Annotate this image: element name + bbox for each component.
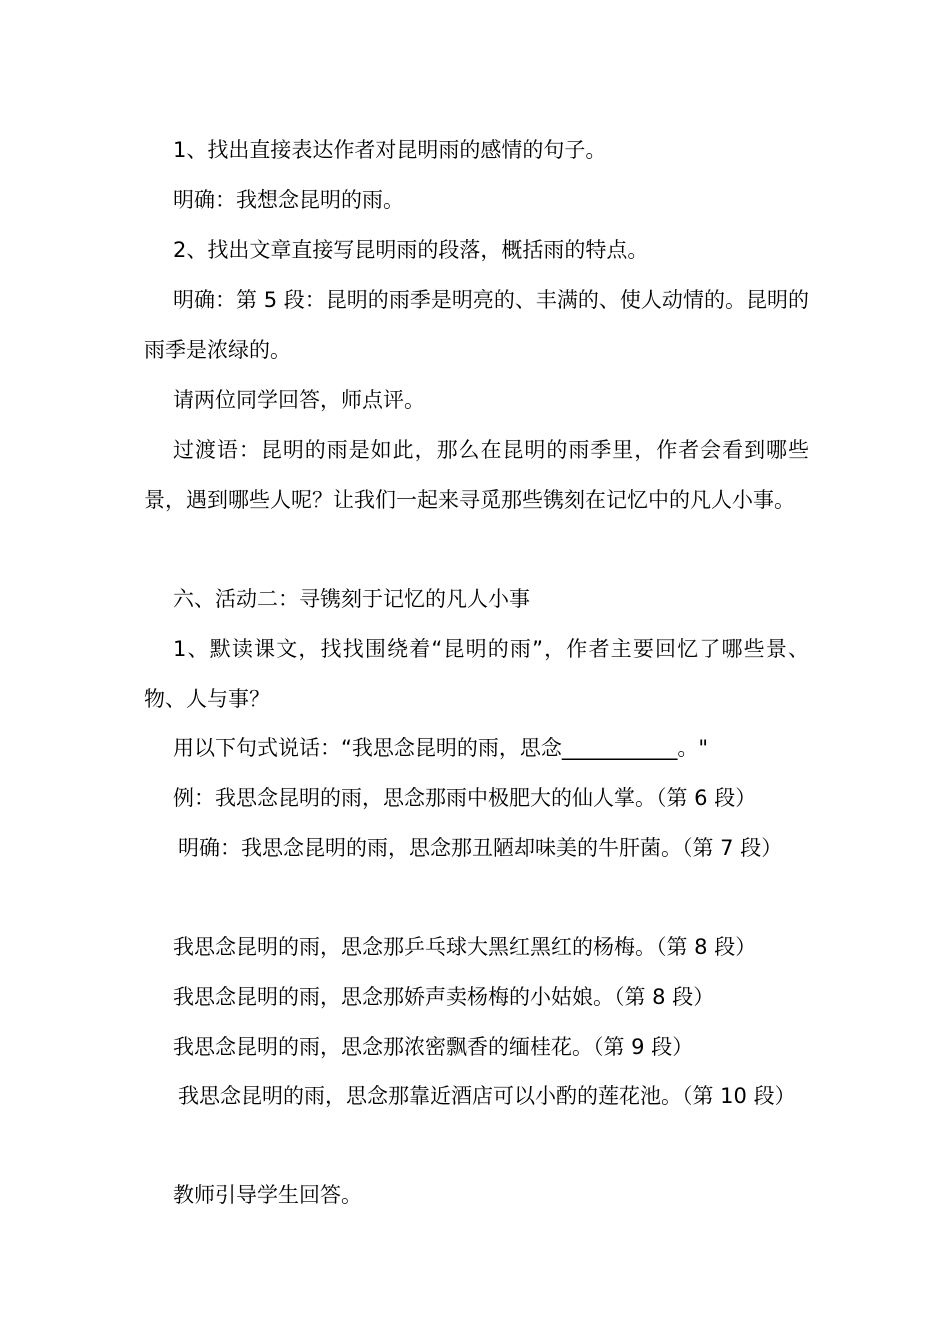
transition-text: 过渡语：昆明的雨是如此，那么在昆明的雨季里，作者会看到哪些景，遇到哪些人呢？让我们一起来寻觅那些镌刻在记忆中的凡人小事。 (144, 438, 809, 512)
answer-paragraph-8b: 我思念昆明的雨，思念那娇声卖杨梅的小姑娘。（第 8 段） (173, 985, 715, 1009)
teacher-note: 请两位同学回答，师点评。 (173, 388, 425, 412)
teacher-guidance: 教师引导学生回答。 (173, 1183, 362, 1207)
activity-question: 1、默读课文，找找围绕着“昆明的雨”，作者主要回忆了哪些景、物、人与事？ (144, 637, 809, 711)
section-heading: 六、活动二：寻镌刻于记忆的凡人小事 (173, 587, 530, 611)
answer-2: 明确：第 5 段：昆明的雨季是明亮的、丰满的、使人动情的。昆明的雨季是浓绿的。 (144, 288, 809, 362)
answer-paragraph-7: 明确：我思念昆明的雨，思念那丑陋却味美的牛肝菌。（第 7 段） (178, 836, 783, 860)
answer-1: 明确：我想念昆明的雨。 (173, 188, 404, 212)
answer-paragraph-9: 我思念昆明的雨，思念那浓密飘香的缅桂花。（第 9 段） (173, 1035, 694, 1059)
sentence-pattern: 用以下句式说话：“我思念昆明的雨，思念___________。" (173, 736, 709, 760)
question-2: 2、找出文章直接写昆明雨的段落，概括雨的特点。 (173, 238, 649, 262)
question-1: 1、找出直接表达作者对昆明雨的感情的句子。 (173, 138, 607, 162)
answer-paragraph-8a: 我思念昆明的雨，思念那乒乓球大黑红黑红的杨梅。（第 8 段） (173, 935, 757, 959)
example-sentence: 例：我思念昆明的雨，思念那雨中极肥大的仙人掌。（第 6 段） (173, 786, 757, 810)
answer-paragraph-10: 我思念昆明的雨，思念那靠近酒店可以小酌的莲花池。（第 10 段） (178, 1084, 796, 1108)
